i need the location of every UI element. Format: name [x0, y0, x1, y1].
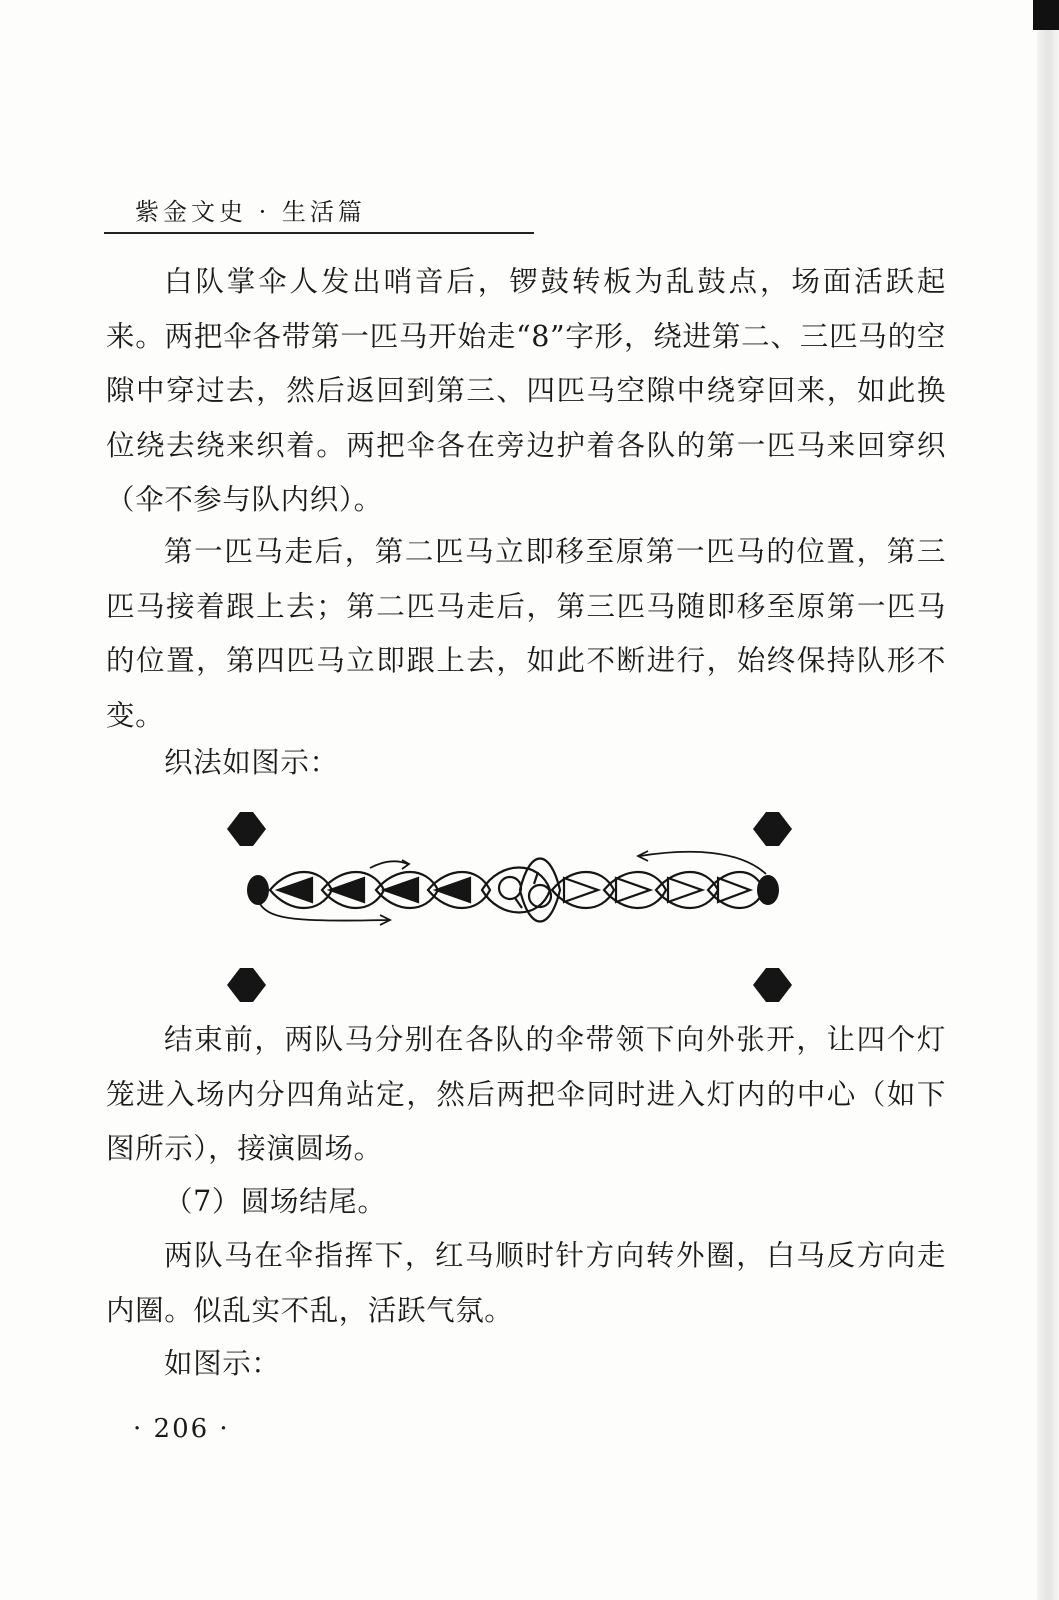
paragraph-6: 两队马在伞指挥下，红马顺时针方向转外圈，白马反方向走内圈。似乱实不乱，活跃气氛。 [106, 1239, 946, 1327]
scan-edge-dark-corner [1033, 0, 1059, 30]
paragraph-5-section-heading: （7）圆场结尾。 [164, 1185, 387, 1218]
paragraph-2: 第一匹马走后，第二匹马立即移至原第一匹马的位置，第三匹马接着跟上去；第二匹马走后，第三匹马随即移至原第一匹马的位置，第四匹马立即跟上去，如此不断进行，始终保持队形不变。 [106, 535, 946, 732]
page-number: · 206 · [133, 1414, 230, 1444]
lantern-top-left [227, 812, 266, 846]
lantern-bottom-right [753, 968, 792, 1002]
weaving-diagram [220, 808, 820, 1018]
header-rule [104, 232, 534, 234]
paragraph-1: 白队掌伞人发出哨音后，锣鼓转板为乱鼓点，场面活跃起来。两把伞各带第一匹马开始走“8”字形，绕进第二、三匹马的空隙中穿过去，然后返回到第三、四匹马空隙中绕穿回来，如此换位绕去绕来织着。两把伞各在旁边护着各队的第一匹马来回穿织（伞不参与队内织）。 [106, 265, 946, 516]
black-horse-team [270, 872, 490, 908]
figure-eight-loops [482, 859, 560, 922]
lantern-top-right [753, 812, 792, 846]
paragraph-7-figure-caption: 如图示： [164, 1347, 281, 1380]
lantern-bottom-left [227, 968, 266, 1002]
white-horse-team [552, 872, 764, 908]
paragraph-3-figure-caption: 织法如图示： [164, 746, 339, 779]
paragraph-4: 结束前，两队马分别在各队的伞带领下向外张开，让四个灯笼进入场内分四角站定，然后两把伞同时进入灯内的中心（如下图所示），接演圆场。 [106, 1023, 946, 1165]
umbrella-left [247, 875, 269, 905]
running-head-title: 紫金文史 · 生活篇 [135, 198, 366, 226]
scan-edge-shadow [1037, 0, 1059, 1600]
umbrella-right [757, 875, 779, 905]
